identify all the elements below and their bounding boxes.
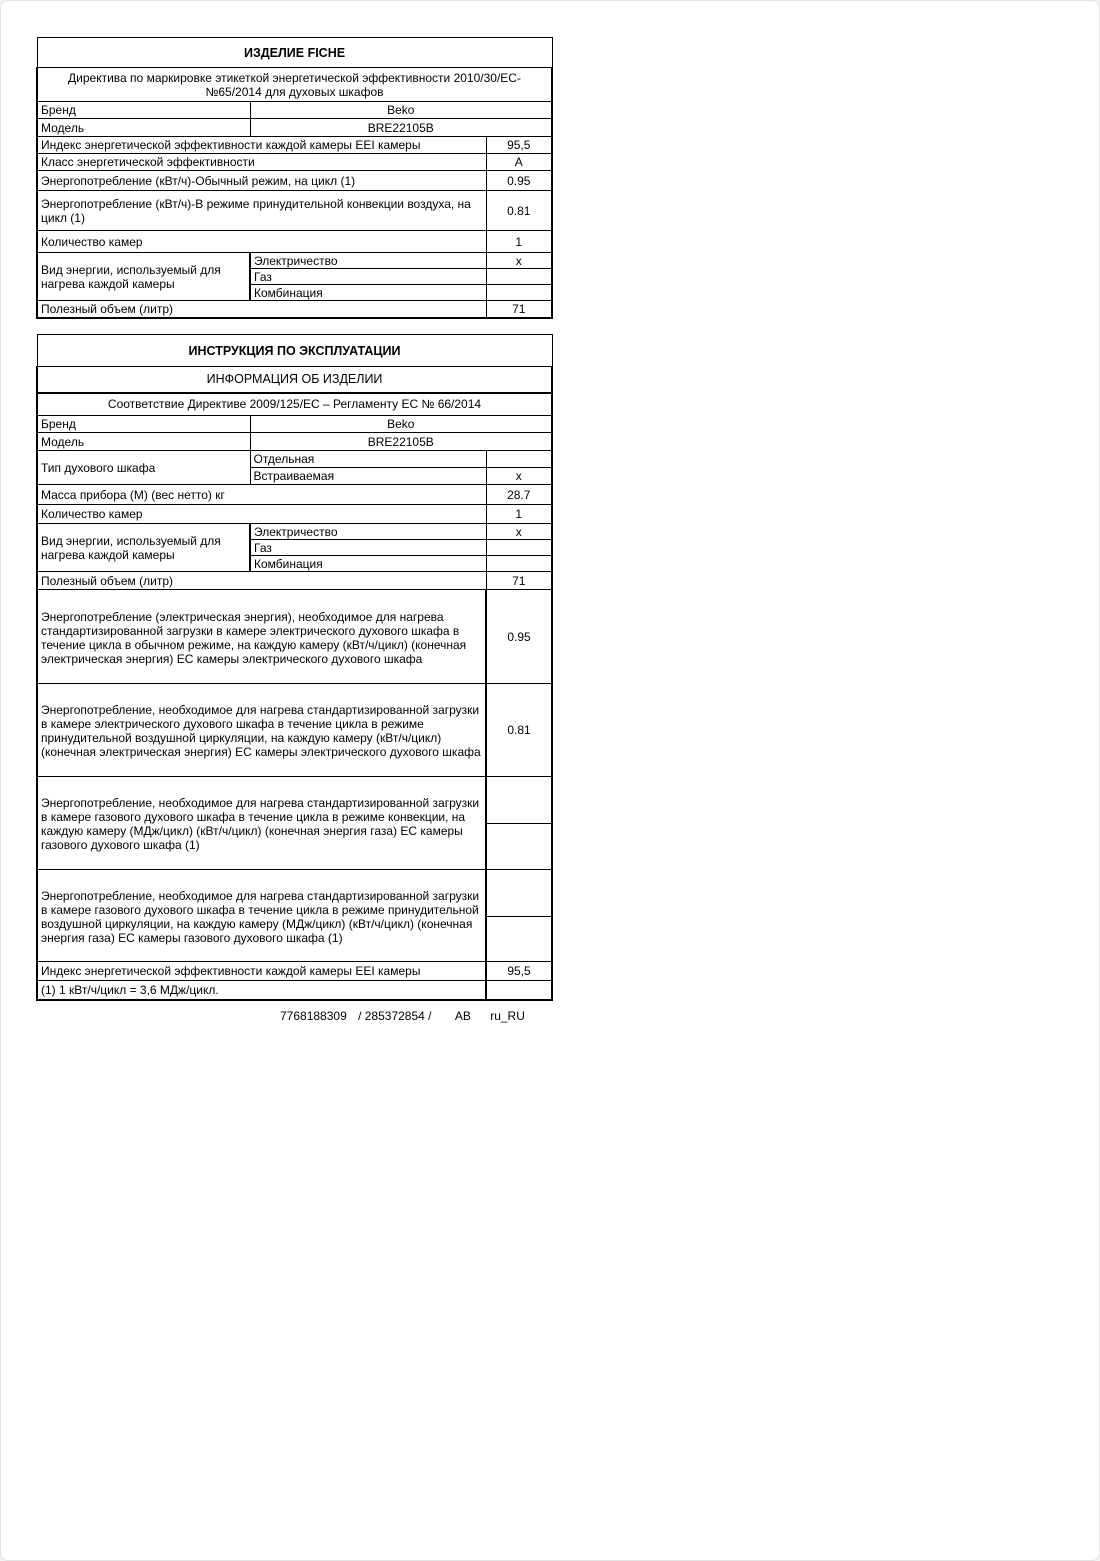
manual-oven-type-label: Тип духового шкафа bbox=[37, 451, 250, 485]
manual-mass-value: 28.7 bbox=[486, 485, 552, 505]
fiche-directive: Директива по маркировке этикеткой энергетической эффективности 2010/30/EC-№65/2014 для духовых шкафов bbox=[37, 68, 552, 102]
manual-ec-electric-conventional-value: 0.95 bbox=[486, 590, 552, 684]
manual-ec-gas-forced-mj-value bbox=[486, 870, 552, 917]
footer-locale: ru_RU bbox=[490, 1009, 525, 1023]
manual-ec-electric-forced-value: 0.81 bbox=[486, 684, 552, 777]
manual-brand-value: Beko bbox=[250, 416, 552, 433]
manual-gas-value bbox=[486, 540, 552, 556]
manual-model-value: BRE22105B bbox=[250, 433, 552, 451]
fiche-title: ИЗДЕЛИЕ FICHE bbox=[37, 38, 552, 68]
manual-footnote: (1) 1 кВт/ч/цикл = 3,6 МДж/цикл. bbox=[37, 981, 486, 1000]
fiche-model-value: BRE22105B bbox=[250, 119, 552, 137]
manual-ec-gas-conventional-mj-value bbox=[486, 777, 552, 824]
product-fiche-table bbox=[36, 37, 553, 319]
manual-title: ИНСТРУКЦИЯ ПО ЭКСПЛУАТАЦИИ bbox=[37, 335, 552, 367]
manual-ec-electric-forced-label: Энергопотребление, необходимое для нагрева стандартизированной загрузки в камере электрического духового шкафа в течение цикла в режиме принудительной воздушной циркуляции, на каждую камеру (кВт/ч/цикл) (конечная электрическая энергия) EC камеры электрического духового шкафа bbox=[37, 684, 486, 777]
fiche-cavities-value: 1 bbox=[486, 231, 552, 253]
fiche-electricity-label: Электричество bbox=[250, 253, 486, 269]
manual-cavities-value: 1 bbox=[486, 505, 552, 524]
fiche-volume-label: Полезный объем (литр) bbox=[37, 301, 486, 318]
manual-ec-gas-forced-label: Энергопотребление, необходимое для нагрева стандартизированной загрузки в камере газового духового шкафа в течение цикла в режиме принудительной воздушной циркуляции, на каждую камеру (МДж/цикл) (кВт/ч/цикл) (конечная энергия газа) EC камеры газового духового шкафа (1) bbox=[37, 870, 486, 962]
fiche-gas-label: Газ bbox=[250, 269, 486, 285]
manual-ec-gas-conventional-label: Энергопотребление, необходимое для нагрева стандартизированной загрузки в камере газового духового шкафа в течение цикла в режиме конвекции, на каждую камеру (МДж/цикл) (кВт/ч/цикл) (конечная энергия газа) EC камеры газового духового шкафа (1) bbox=[37, 777, 486, 870]
fiche-volume-value: 71 bbox=[486, 301, 552, 318]
manual-gas-label: Газ bbox=[250, 540, 486, 556]
manual-info-heading: ИНФОРМАЦИЯ ОБ ИЗДЕЛИИ bbox=[37, 367, 552, 393]
manual-volume-label: Полезный объем (литр) bbox=[37, 572, 486, 590]
fiche-class-value: A bbox=[486, 154, 552, 171]
manual-cavities-label: Количество камер bbox=[37, 505, 486, 524]
fiche-combo-value bbox=[486, 285, 552, 301]
manual-freestanding-label: Отдельная bbox=[250, 451, 486, 468]
fiche-eei-label: Индекс энергетической эффективности каждой камеры EEI камеры bbox=[37, 137, 486, 154]
manual-volume-value: 71 bbox=[486, 572, 552, 590]
manual-electricity-label: Электричество bbox=[250, 524, 486, 540]
manual-builtin-value: x bbox=[486, 468, 552, 485]
fiche-combo-label: Комбинация bbox=[250, 285, 486, 301]
manual-combo-value bbox=[486, 556, 552, 572]
footer-code-2: / 285372854 / bbox=[358, 1009, 432, 1023]
fiche-energy-normal-label: Энергопотребление (кВт/ч)-Обычный режим, на цикл (1) bbox=[37, 171, 486, 191]
fiche-brand-label: Бренд bbox=[37, 102, 250, 119]
fiche-gas-value bbox=[486, 269, 552, 285]
manual-footnote-value bbox=[486, 981, 552, 1000]
manual-ec-gas-conventional-kwh-value bbox=[486, 824, 552, 870]
fiche-eei-value: 95,5 bbox=[486, 137, 552, 154]
manual-mass-label: Масса прибора (M) (вес нетто) кг bbox=[37, 485, 486, 505]
fiche-energy-normal-value: 0.95 bbox=[486, 171, 552, 191]
manual-eei-value: 95,5 bbox=[486, 962, 552, 981]
manual-ec-electric-conventional-label: Энергопотребление (электрическая энергия), необходимое для нагрева стандартизированной загрузки в камере электрического духового шкафа в течение цикла в обычном режиме, на каждую камеру (кВт/ч/цикл) (конечная электрическая энергия) EC камеры электрического духового шкафа bbox=[37, 590, 486, 684]
manual-brand-label: Бренд bbox=[37, 416, 250, 433]
manual-freestanding-value bbox=[486, 451, 552, 468]
document-footer bbox=[280, 1009, 525, 1023]
manual-eei-label: Индекс энергетической эффективности каждой камеры EEI камеры bbox=[37, 962, 486, 981]
manual-regulation: Соответствие Директиве 2009/125/EC – Регламенту ЕС № 66/2014 bbox=[37, 393, 552, 416]
manual-electricity-value: x bbox=[486, 524, 552, 540]
fiche-cavities-label: Количество камер bbox=[37, 231, 486, 253]
fiche-energy-forced-value: 0.81 bbox=[486, 191, 552, 231]
manual-ec-gas-forced-kwh-value bbox=[486, 917, 552, 962]
manual-builtin-label: Встраиваемая bbox=[250, 468, 486, 485]
instruction-manual-table bbox=[36, 334, 553, 1001]
fiche-model-label: Модель bbox=[37, 119, 250, 137]
footer-code-1: 7768188309 bbox=[280, 1009, 347, 1023]
fiche-class-label: Класс энергетической эффективности bbox=[37, 154, 486, 171]
fiche-energy-type-label: Вид энергии, используемый для нагрева каждой камеры bbox=[37, 253, 250, 301]
manual-energy-type-label: Вид энергии, используемый для нагрева каждой камеры bbox=[37, 524, 250, 572]
fiche-brand-value: Beko bbox=[250, 102, 552, 119]
footer-version: AB bbox=[454, 1009, 471, 1023]
manual-combo-label: Комбинация bbox=[250, 556, 486, 572]
manual-model-label: Модель bbox=[37, 433, 250, 451]
fiche-energy-forced-label: Энергопотребление (кВт/ч)-В режиме принудительной конвекции воздуха, на цикл (1) bbox=[37, 191, 486, 231]
fiche-electricity-value: x bbox=[486, 253, 552, 269]
